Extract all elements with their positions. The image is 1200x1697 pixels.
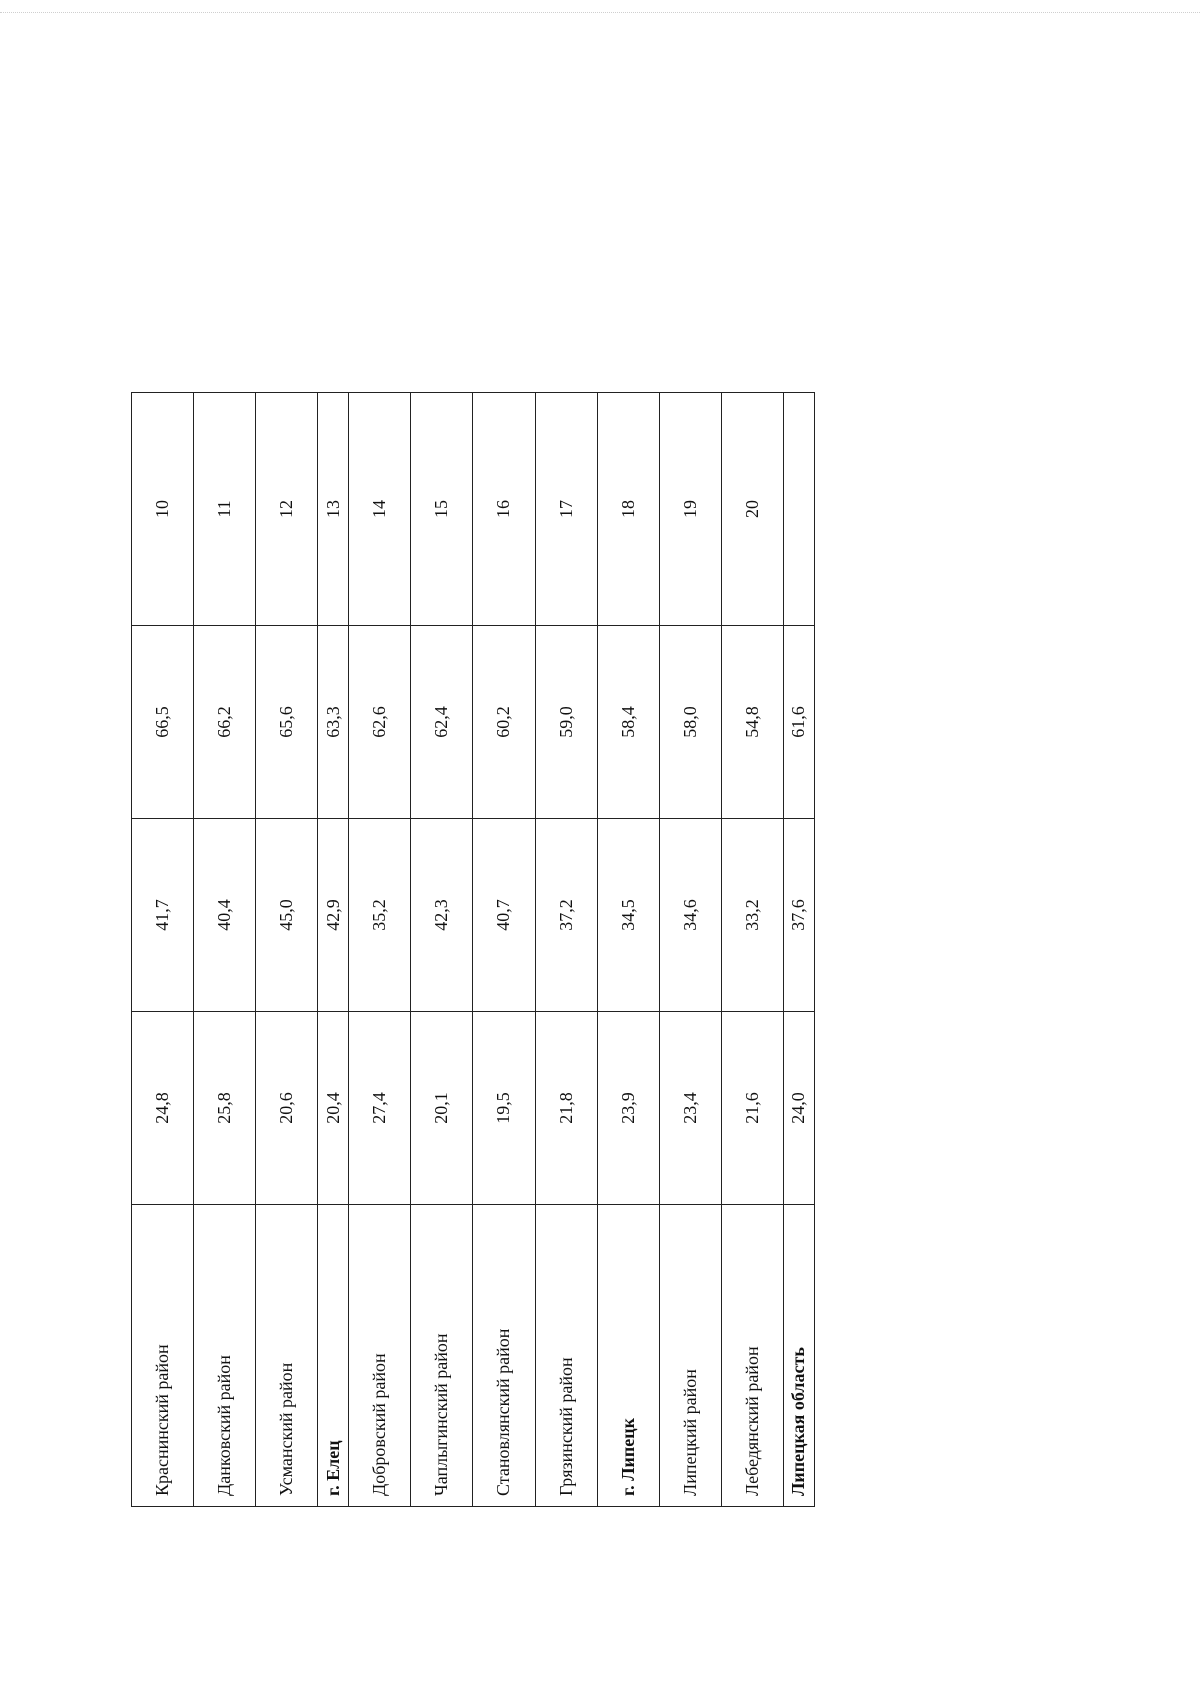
value-1-cell: 20,1 — [411, 1012, 473, 1205]
value-2-cell: 33,2 — [721, 819, 783, 1012]
district-name-cell: Лебедянский район — [721, 1205, 783, 1507]
table-row — [597, 393, 659, 1507]
value-2-cell: 35,2 — [349, 819, 411, 1012]
rank-cell: 13 — [318, 393, 349, 626]
district-name-cell: Липецкий район — [659, 1205, 721, 1507]
value-3-cell: 58,4 — [597, 626, 659, 819]
table-row — [194, 393, 256, 1507]
value-3-cell: 65,6 — [256, 626, 318, 819]
table-row — [318, 393, 349, 1507]
value-1-cell: 20,4 — [318, 1012, 349, 1205]
table-row-total — [783, 393, 814, 1507]
table-row — [473, 393, 535, 1507]
table-row — [721, 393, 783, 1507]
value-1-cell: 21,8 — [535, 1012, 597, 1205]
rank-cell: 19 — [659, 393, 721, 626]
value-3-cell: 62,4 — [411, 626, 473, 819]
rank-cell: 12 — [256, 393, 318, 626]
value-3-cell: 66,2 — [194, 626, 256, 819]
district-name-cell: Краснинский район — [132, 1205, 194, 1507]
rotated-table-container — [131, 393, 815, 1507]
value-2-cell: 34,6 — [659, 819, 721, 1012]
table-row — [411, 393, 473, 1507]
value-3-cell: 60,2 — [473, 626, 535, 819]
district-name-cell: Добровский район — [349, 1205, 411, 1507]
value-2-cell: 40,7 — [473, 819, 535, 1012]
table-body — [132, 393, 815, 1507]
value-2-cell: 34,5 — [597, 819, 659, 1012]
table-row — [659, 393, 721, 1507]
value-2-cell: 37,6 — [783, 819, 814, 1012]
region-total-name-cell: Липецкая область — [783, 1205, 814, 1507]
value-1-cell: 25,8 — [194, 1012, 256, 1205]
table-row — [349, 393, 411, 1507]
district-table — [131, 392, 815, 1507]
district-name-cell: Усманский район — [256, 1205, 318, 1507]
table-row — [132, 393, 194, 1507]
value-1-cell: 19,5 — [473, 1012, 535, 1205]
value-3-cell: 62,6 — [349, 626, 411, 819]
value-3-cell: 59,0 — [535, 626, 597, 819]
value-1-cell: 23,4 — [659, 1012, 721, 1205]
value-2-cell: 45,0 — [256, 819, 318, 1012]
value-1-cell: 27,4 — [349, 1012, 411, 1205]
scan-top-edge — [0, 12, 1200, 13]
value-2-cell: 42,9 — [318, 819, 349, 1012]
rank-cell: 11 — [194, 393, 256, 626]
rank-cell: 14 — [349, 393, 411, 626]
value-1-cell: 24,8 — [132, 1012, 194, 1205]
rank-cell: 17 — [535, 393, 597, 626]
value-2-cell: 41,7 — [132, 819, 194, 1012]
rank-cell: 20 — [721, 393, 783, 626]
value-1-cell: 24,0 — [783, 1012, 814, 1205]
district-name-cell: г. Липецк — [597, 1205, 659, 1507]
table-row — [535, 393, 597, 1507]
rank-cell: 10 — [132, 393, 194, 626]
value-3-cell: 58,0 — [659, 626, 721, 819]
district-name-cell: г. Елец — [318, 1205, 349, 1507]
value-3-cell: 54,8 — [721, 626, 783, 819]
rank-cell: 15 — [411, 393, 473, 626]
table-row — [256, 393, 318, 1507]
district-name-cell: Чаплыгинский район — [411, 1205, 473, 1507]
district-name-cell: Грязинский район — [535, 1205, 597, 1507]
value-3-cell: 61,6 — [783, 626, 814, 819]
rank-cell — [783, 393, 814, 626]
value-3-cell: 63,3 — [318, 626, 349, 819]
district-name-cell: Данковский район — [194, 1205, 256, 1507]
value-2-cell: 37,2 — [535, 819, 597, 1012]
rank-cell: 16 — [473, 393, 535, 626]
value-1-cell: 20,6 — [256, 1012, 318, 1205]
value-2-cell: 42,3 — [411, 819, 473, 1012]
value-1-cell: 21,6 — [721, 1012, 783, 1205]
district-name-cell: Становлянский район — [473, 1205, 535, 1507]
value-2-cell: 40,4 — [194, 819, 256, 1012]
value-3-cell: 66,5 — [132, 626, 194, 819]
rank-cell: 18 — [597, 393, 659, 626]
value-1-cell: 23,9 — [597, 1012, 659, 1205]
